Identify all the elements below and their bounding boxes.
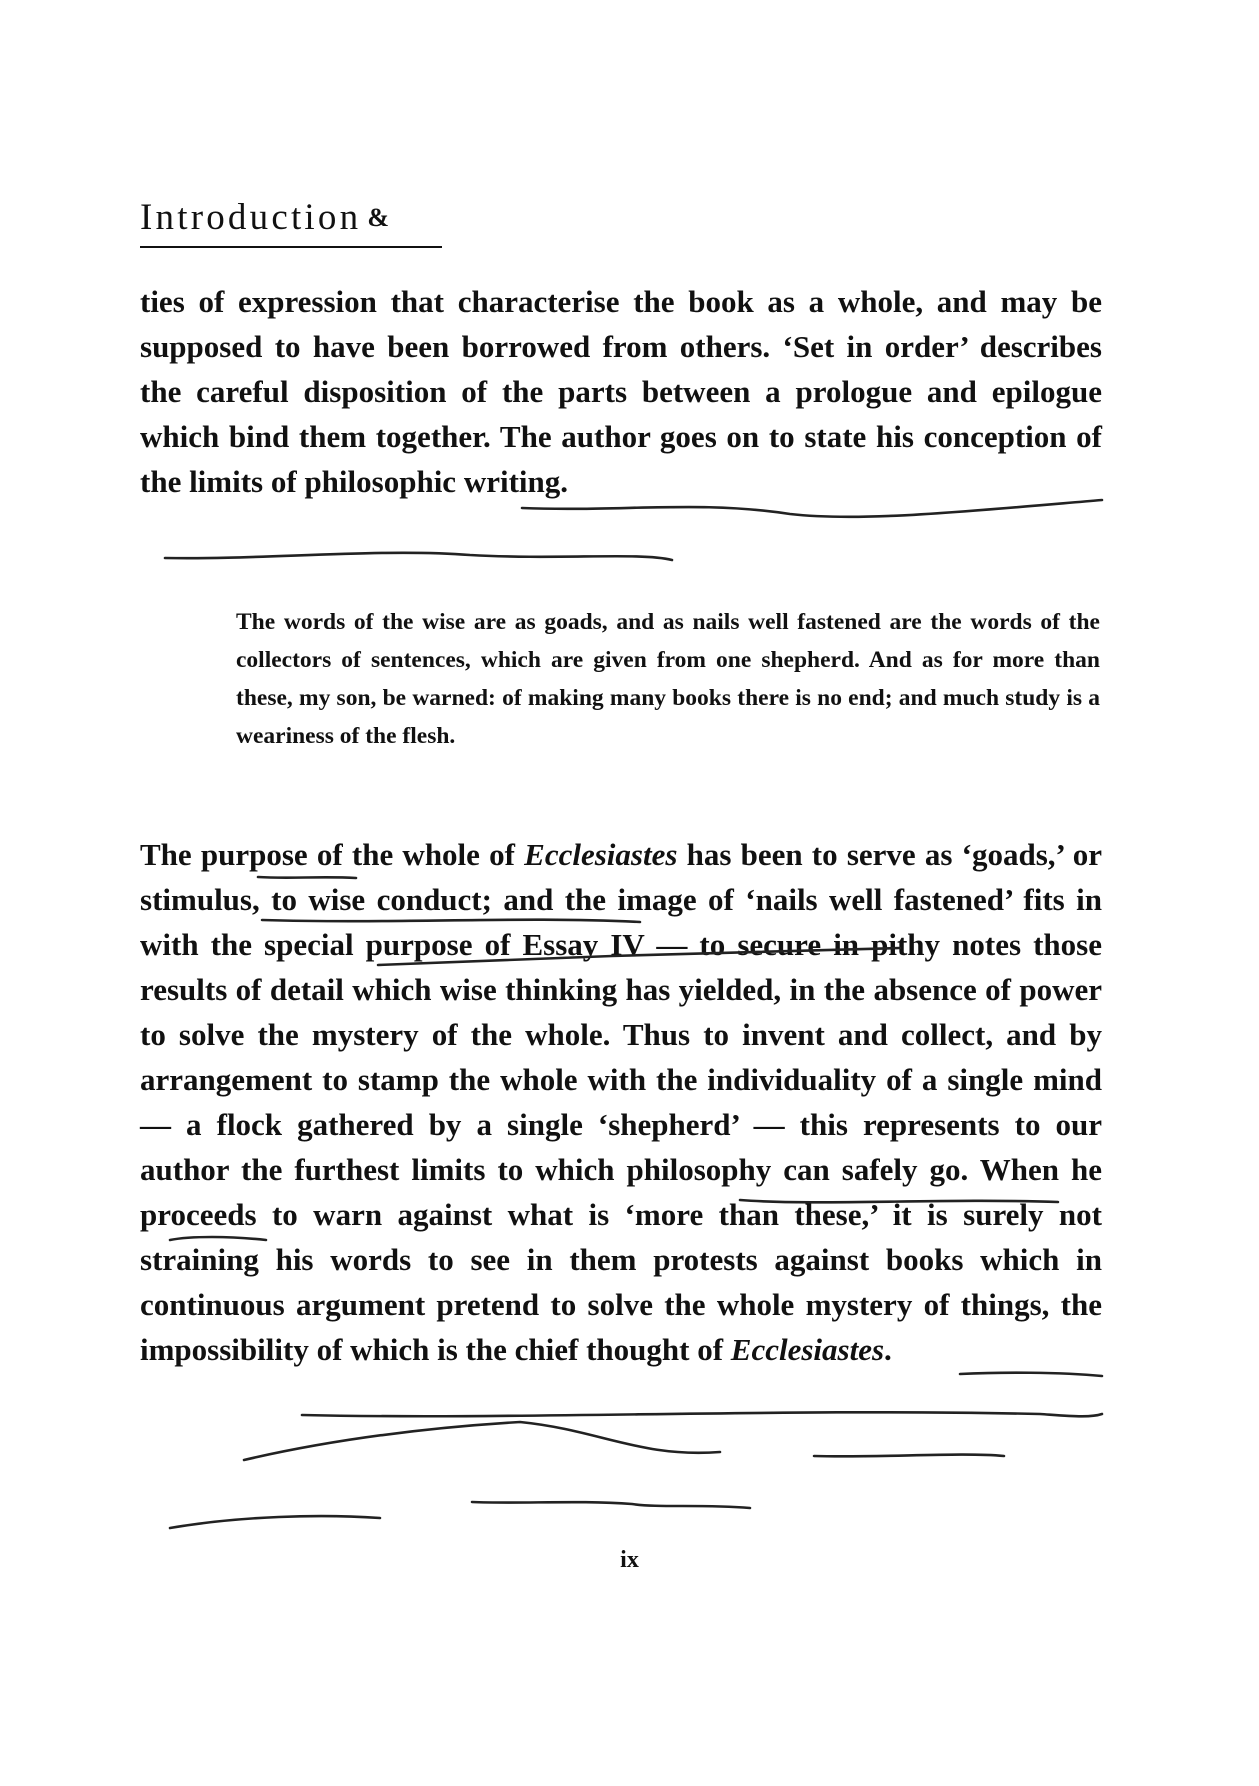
block-quotation: The words of the wise are as goads, and as nails well fastened are the words of the collectors of sentences, which are given from one shepherd. And as for more than these, my son, be warned: of making many books there is no end; and much study is a weariness of the flesh. [236, 609, 1100, 749]
paragraph-2-end: . [884, 1332, 892, 1367]
underline-against-books [302, 1412, 1102, 1416]
page-number: ix [620, 1547, 639, 1573]
underline-limits [165, 553, 672, 560]
paragraph-1: ties of expression that characterise the book as a whole, and may be supposed to have been borrowed from others. ‘Set in order’ describes the careful disposition of the parts between a prologue and epilogue which bind them together. The author goes on to state his conception of the limits of philosophic writing. [140, 284, 1102, 499]
running-head [140, 196, 389, 239]
running-head-rule [140, 246, 442, 248]
paragraph-2 [140, 832, 1102, 1372]
book-title-italic: Ecclesiastes [524, 837, 678, 872]
paragraph-2-middle: has been to serve as ‘goads,’ or stimulus, to wise conduct; and the image of ‘nails well fastened’ fits in with the special purpose of Essay IV — to secure in pithy notes those results of detail which wise thinking has yielded, in the absence of power to solve the mystery of the whole. Thus to invent and collect, and by arrangement to stamp the whole with the individuality of a single mind — a flock gathered by a single ‘shepherd’ — this represents to our author the furthest limits to which philosophy can safely go. When he proceeds to warn against what is ‘more than these,’ it is surely not straining his words to see in them protests against books which in continuous argument pretend to solve the whole mystery of things, the impossibility of which is the chief thought of [140, 837, 1102, 1367]
underline-whole-mystery [244, 1422, 720, 1460]
ornament-glyph: & [367, 203, 389, 232]
underline-protests [960, 1373, 1102, 1376]
underline-impossibility [814, 1455, 1004, 1457]
underline-thought-of [472, 1502, 750, 1508]
paragraph-2-lead: The purpose of the whole of [140, 837, 525, 872]
book-title-italic-end: Ecclesiastes [730, 1332, 885, 1367]
underline-which [170, 1516, 380, 1528]
running-head-title: Introduction [140, 197, 362, 238]
